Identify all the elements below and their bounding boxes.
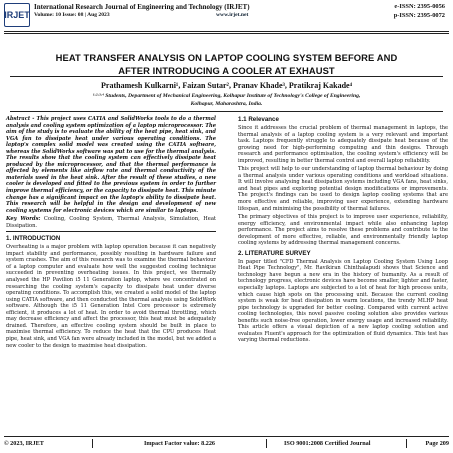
relevance-paragraph: The primary objectives of this project is to improve user experience, reliability, energy efficiency, and environmental impact while also enhancing laptop performance. The project aims to resolve these problems and contribute to the development of more effective, reliable, and environmentally friendly laptop cooling systems by addressing thermal management concerns. — [238, 214, 448, 247]
header-divider — [4, 31, 449, 32]
keywords-label: Key Words: — [6, 216, 41, 223]
literature-paragraph: In paper titled "CFD Thermal Analysis on Laptop Cooling System Using Loop Heat Pipe Technology", Mr. Ravikiran Chinthalapudi shows that Science and technology have begun a new era in the history of humanity. As a result of technology progress, electronic devices have become smaller, lighter and faster, especially laptops. Laptops are subjected to a lot of heat for high process units, which cause high spots on the processing unit. Because the current cooling system is weak for heat dissipation in warm locations, the trendy MLHP heat pipe technology is upgraded for better cooling. Compared with current active cooling technologies, this novel passive cooling solution also provides various benefits such noise-free operation, lower energy usage and increased reliability. This article offers a visual depiction of a new laptop cooling solution and evaluates Fluent's approach for the optimization of fluid dynamics. This test has varying thermal reductions. — [238, 258, 448, 344]
affiliation-line: Kolhapur, Maharashtra, India. — [190, 101, 263, 107]
keywords-divider — [6, 231, 216, 232]
relevance-paragraph: This project will help to our understanding of laptop thermal behaviour by doing a thermal analysis under various operating conditions and workload situations. It will involve analysing heat dissipation systems including VGA fans, heat sinks, and heat pipes and exploring potential design modifications or improvements. The project's findings can be used to design laptop cooling systems that are more effective and reliable, improving user experience, extending hardware lifespan, and minimising the possibility of thermal failures. — [238, 166, 448, 212]
volume-info: Volume: 10 Issue: 08 | Aug 2023 — [34, 12, 110, 18]
paper-authors: Prathamesh Kulkarni¹, Faizan Sutar², Pranav Khade³, Pratikraj Kakade⁴ — [101, 81, 352, 90]
footer-iso-certification: ISO 9001:2008 Certified Journal — [284, 440, 371, 447]
keywords-text: Cooling, Cooling System, Thermal Analysis, Simulation, Heat Dissipation. — [6, 216, 217, 229]
p-issn: p-ISSN: 2395-0072 — [393, 12, 445, 19]
section-heading-relevance: 1.1 Relevance — [238, 116, 279, 123]
affiliation-line: ¹·²·³·⁴ Students, Department of Mechanical Engineering, Kolhapur Institute of Technology's College of Engineering, — [92, 93, 361, 99]
journal-name: International Research Journal of Engineering and Technology (IRJET) — [34, 3, 250, 11]
footer-separator — [406, 439, 407, 448]
right-column — [238, 116, 448, 346]
title-divider — [10, 76, 443, 77]
e-issn: e-ISSN: 2395-0056 — [394, 3, 445, 10]
footer-impact-factor: Impact Factor value: 8.226 — [144, 440, 216, 447]
keywords — [6, 216, 216, 229]
abstract: Abstract - This project uses CATIA and SolidWorks tools to do a thermal analysis and cooling system optimization of a laptop microprocessor. The aim of the study is to evaluate the ability of the heat pipe, heat sink, and VGA fan to dissipate heat under various operating conditions. The laptop's complex solid model was created using the CATIA software, whereas the SolidWorks software was put to use for the thermal analysis. The results show that the cooling system can effectively dissipate heat produced by the microprocessor, and that the thermal performance is affected by elements like airflow rate and thermal conductivity of the materials used in the heat sink. After the result of these studies, a new cooler is developed and fitted to the previous system in order to further improve thermal efficiency, or the capacity to dissipate heat. This minute change has a significant impact on the laptop's ability to dissipate heat. This research will be helpful in the design and development of new cooling systems for electronic devices which are similar to laptops. — [6, 116, 216, 214]
paper-title-line: HEAT TRANSFER ANALYSIS ON LAPTOP COOLING SYSTEM BEFORE AND — [55, 52, 398, 63]
author-affiliation — [60, 92, 393, 108]
section-heading-introduction: 1. INTRODUCTION — [6, 235, 61, 243]
irjet-logo: IRJET — [4, 3, 30, 27]
footer-separator — [266, 439, 267, 448]
footer-copyright: © 2023, IRJET — [4, 440, 44, 447]
introduction-paragraph: Overheating is a major problem with laptop operation because it can negatively impact stability and performance, possibly resulting in hardware failure and system crashes. The aim of this research was to examine the thermal behaviour of a laptop computer and evaluate how well the suggested cooling technique succeeded in preventing overheating issues. In this project, we thermally analysed the HP Pavilion i5 11 Generation laptop, where we concentrated on researching the cooling system's capacity to dissipate heat under diverse operating conditions. To accomplish this, we created a solid model of the laptop using CATIA software, and then conducted the thermal analysis using SolidWork software. Although the i5 11 Generation Intel Core processor is extremely efficient, it produces a lot of heat. In order to avoid thermal throttling, which may decrease efficiency and affect the processor, this heat must be adequately drained. Therefore, an effective cooling system should be built in place to maximise thermal efficiency. To reduce the heat that the CPU produces Heat pipe, heat sink, and VGA fan were already included in the model, but we added a new cooler to the design to maximise heat dissipation. — [6, 244, 216, 349]
journal-header — [4, 1, 449, 30]
footer-separator — [92, 439, 93, 448]
header-divider-secondary — [4, 33, 449, 34]
page-footer — [4, 438, 449, 449]
paper-title-line: AFTER INTRODUCING A COOLER AT EXHAUST — [118, 65, 335, 76]
section-heading-literature-survey: 2. LITERATURE SURVEY — [238, 249, 311, 257]
paper-title — [10, 51, 443, 77]
relevance-paragraph: Since it addresses the crucial problem of thermal management in laptops, the thermal analysis of a laptop cooling system is a very relevant and important task. Laptops frequently struggle to adequately dissipate heat because of the growing need for high-performing computing and thin designs. Through research and performance optimisation, the cooling system's efficiency will be improved, resulting in better thermal control and overall laptop reliability. — [238, 125, 448, 164]
journal-website-link[interactable]: www.irjet.net — [216, 12, 249, 18]
left-column — [6, 116, 216, 351]
affiliation-divider — [10, 111, 443, 112]
footer-page-number: Page 209 — [425, 440, 449, 447]
footer-divider — [4, 436, 449, 437]
